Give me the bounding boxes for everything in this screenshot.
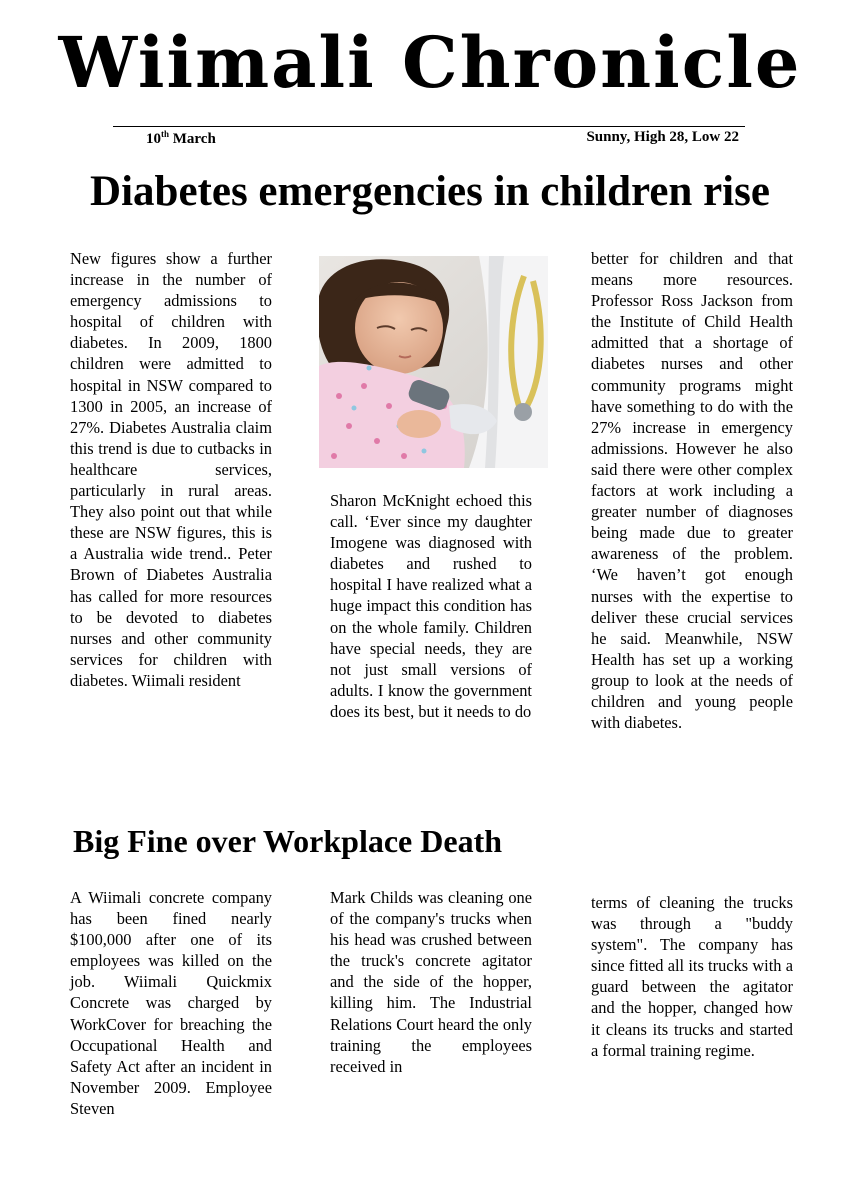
masthead-title: Wiimali Chronicle (58, 21, 802, 104)
story1-column-1: New figures show a further increase in the number of emergency admissions to hospital of children with diabetes. In 2009, 1800 children were admitted to hospital in NSW compared to 1300 in 2005, an increase of 27%. Diabetes Australia claim this trend is due to cutbacks in healthcare services, particularly in rural areas. They also point out that while these are NSW figures, this is a Australia wide trend.. Peter Brown of Diabetes Australia has called for more resources to be devoted to diabetes nurses and other community services for children with diabetes. Wiimali resident (70, 249, 272, 690)
story2-column-3: terms of cleaning the trucks was through a "buddy system". The company has since fitted all its trucks with a guard between the agitator and the hopper, changed how it cleans its trucks and started a formal training regime. (591, 893, 793, 1060)
date-suffix: th (161, 129, 170, 139)
dateline-weather: Sunny, High 28, Low 22 (586, 129, 739, 145)
story1-headline: Diabetes emergencies in children rise (90, 168, 770, 215)
masthead-rule (113, 126, 745, 127)
story1-column-2: Sharon McKnight echoed this call. ‘Ever since my daughter Imogene was diagnosed with diabetes and rushed to hospital I have realized what a huge impact this condition has on the whole family. Children have special needs, they are not just small versions of adults. I know the government does its best, but it needs to do (330, 491, 532, 721)
story2-column-2: Mark Childs was cleaning one of the company's trucks when his head was crushed between the truck's concrete agitator and the side of the hopper, killing him. The Industrial Relations Court heard the only training the employees received in (330, 888, 532, 1076)
child-glucose-test-image (319, 256, 548, 468)
date-month: March (169, 131, 216, 147)
story1-photo (319, 256, 548, 468)
date-day: 10 (146, 131, 161, 147)
story1-column-3: better for children and that means more resources. Professor Ross Jackson from the Institute of Child Health admitted that a shortage of diabetes nurses and other community programs might have something to do with the 27% increase in emergency admissions. However he also said there were other complex factors at work including a greater number of diagnoses being made due to greater awareness of the problem. ‘We haven’t got enough nurses with the expertise to deliver these crucial services he said. Meanwhile, NSW Health has set up a working group to look at the needs of children and young people with diabetes. (591, 249, 793, 733)
story2-column-1: A Wiimali concrete company has been fined nearly $100,000 after one of its employees was killed on the job. Wiimali Quickmix Concrete was charged by WorkCover for breaching the Occupational Health and Safety Act after an incident in November 2009. Employee Steven (70, 888, 272, 1118)
dateline-date (146, 129, 216, 148)
story2-headline: Big Fine over Workplace Death (73, 823, 503, 859)
